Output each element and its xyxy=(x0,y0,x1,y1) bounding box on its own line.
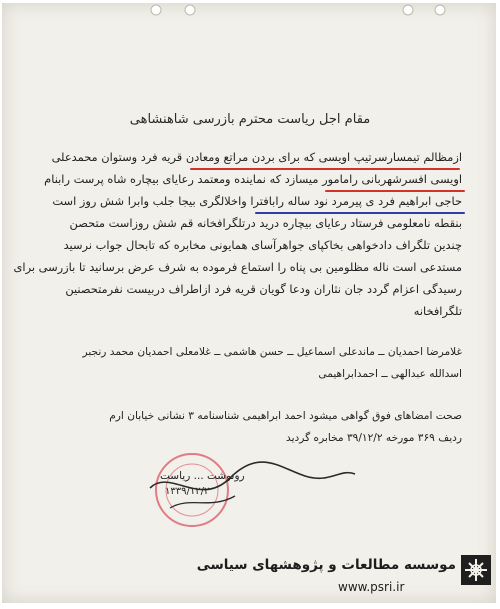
attestation-line-2: ردیف ۳۶۹ مورخه ۳۹/۱۲/۲ مخابره گردید xyxy=(286,432,462,444)
institute-logo-icon xyxy=(461,555,491,585)
body-line-6: مستدعی است ناله مظلومین بی پناه را استماع فرموده به شرف عرض برسانید تا بازرسی برای xyxy=(13,260,462,274)
red-underline-line-1 xyxy=(190,168,460,170)
body-line-3: حاجی ابراهیم فرد ی پیرمرد نود ساله رابافترا واخلالگری بیجا جلب وابرا شش روز است xyxy=(52,194,462,208)
watermark-website: www.psri.ir xyxy=(338,580,405,594)
blue-underline-line-3 xyxy=(255,212,465,214)
signatories-line-2: اسدالله عبدالهی ــ احمدابراهیمی xyxy=(318,368,462,380)
body-line-4: بنقطه نامعلومی فرستاد رعایای بیچاره درید درتلگرافخانه قم شش روزاست متحصن xyxy=(69,216,462,230)
stamp-date: ۱۳۳۹/۱۲/۲ xyxy=(165,486,210,497)
attestation-line-1: صحت امضاهای فوق گواهی میشود احمد ابراهیمی شناسنامه ۳ نشانی خیابان ارم xyxy=(109,410,462,422)
red-underline-line-2 xyxy=(325,190,465,192)
watermark-org-name: موسسه مطالعات و پژوهشهای سیاسی xyxy=(196,557,456,573)
body-line-7: رسیدگی اعزام گردد جان نثاران ودعا گویان قریه فرد ازاطراف دربیست نفرمتحصنین xyxy=(65,282,462,296)
body-line-8: تلگرافخانه xyxy=(413,304,462,318)
stamp-caption: رونوشت ... ریاست xyxy=(160,470,245,482)
body-line-1: ازمظالم تیمسارسرتیپ اویسی که برای بردن مراتع ومعادن قریه فرد وستوان محمدعلی xyxy=(51,150,462,164)
letter-heading: مقام اجل ریاست محترم بازرسی شاهنشاهی xyxy=(129,112,371,127)
body-line-2: اویسی افسرشهربانی رامامور میسازد که نماینده ومعتمد رعایای بیچاره شاه پرست رابنام xyxy=(44,172,462,186)
binder-holes xyxy=(0,0,500,20)
signatories-line-1: غلامرضا احمدیان ــ ماندعلی اسماعیل ــ حسن هاشمی ــ غلامعلی احمدیان محمد رنجبر xyxy=(82,346,462,358)
body-line-5: چندین تلگراف دادخواهی بخاکپای جواهرآسای همایونی مخابره که تابحال جواب نرسید xyxy=(63,238,462,252)
